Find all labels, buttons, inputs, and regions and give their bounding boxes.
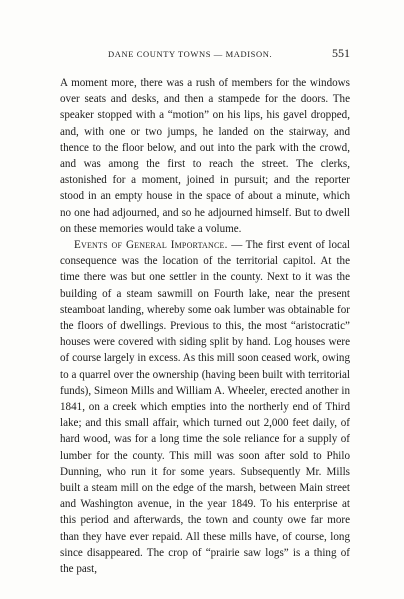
paragraph-1 xyxy=(60,75,350,237)
paragraph-2-text: — The first event of local consequence was the location of the territorial capitol. At the time there was but one settler in the county. Next to it was the building of a steam sawmill on Fourth lake, near the present steamboat landing, whereby some oak lumber was obtainable for the floors of dwellings. Previous to this, the most “aristocratic” houses were covered with siding split by hand. Log houses were of course largely in excess. As this mill soon ceased work, owing to a quarrel over the ownership (having been built with territorial funds), Simeon Mills and William A. Wheeler, erected another in 1841, on a creek which empties into the northerly end of Third lake; and this small affair, which turned out 2,000 feet daily, of hard wood, was for a long time the sole reliance for a supply of lumber for the county. This mill was soon after sold to Philo Dunning, who run it for some years. Subsequently Mr. Mills built a steam mill on the edge of the marsh, between Main street and Washington avenue, in the year 1849. To his enterprise at this period and afterwards, the town and county owe far more than they have ever repaid. All these mills have, of course, long since disappeared. The crop of “prairie saw logs” is a thing of the past, xyxy=(60,239,350,576)
section-heading: Events of General Importance. xyxy=(74,239,228,252)
body-text xyxy=(60,75,350,577)
paragraph-2 xyxy=(60,237,350,577)
page-header xyxy=(60,46,350,62)
page-number: 551 xyxy=(332,46,350,60)
running-head: DANE COUNTY TOWNS — MADISON. xyxy=(108,49,273,59)
paragraph-1-text: A moment more, there was a rush of members for the windows over seats and desks, and then a stampede for the doors. The speaker stopped with a “motion” on his lips, his gavel dropped, and, with one or two jumps, he landed on the stairway, and thence to the floor below, and out into the park with the crowd, and was among the first to reach the street. The clerks, astonished for a moment, joined in pursuit; and the reporter stood in an empty house in the space of about a minute, which no one had adjourned, and so he adjourned himself. But to dwell on these memories would take a volume. xyxy=(60,77,350,235)
